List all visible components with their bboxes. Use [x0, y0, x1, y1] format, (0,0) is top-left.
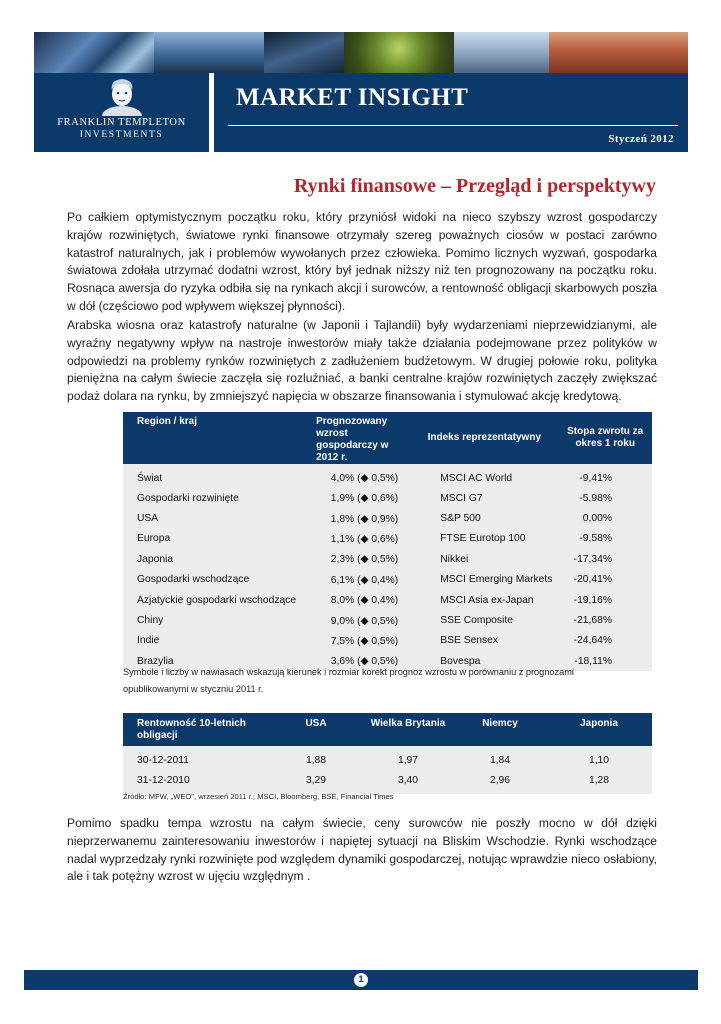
index-cell: FTSE Eurotop 100	[410, 529, 558, 549]
table-row	[123, 590, 652, 610]
return-cell: -20,41%	[558, 570, 652, 590]
column-header: Wielka Brytania	[362, 713, 454, 746]
column-header: Region / kraj	[123, 412, 302, 464]
return-cell: -9,58%	[558, 529, 652, 549]
table-row	[123, 464, 652, 488]
banner-photo	[549, 32, 688, 73]
index-cell: BSE Sensex	[410, 631, 558, 651]
table-row	[123, 610, 652, 630]
column-header: Indeks reprezentatywny	[410, 412, 558, 464]
table-row	[123, 488, 652, 508]
brand-logo	[34, 73, 209, 152]
publication-title: MARKET INSIGHT	[236, 84, 469, 111]
region-cell: Chiny	[123, 610, 302, 630]
banner-photo	[34, 32, 154, 73]
region-cell: Gospodarki rozwinięte	[123, 488, 302, 508]
forecast-cell: 1,1% (◆ 0,6%)	[302, 529, 410, 549]
region-cell: Indie	[123, 631, 302, 651]
banner-photo	[264, 32, 344, 73]
yield-cell: 1,28	[546, 770, 652, 794]
region-cell: Świat	[123, 464, 302, 488]
region-cell: USA	[123, 508, 302, 528]
return-cell: -19,16%	[558, 590, 652, 610]
column-header: Prognozowany wzrost gospodarczy w 2012 r.	[302, 412, 410, 464]
forecast-cell: 7,5% (◆ 0,5%)	[302, 631, 410, 651]
return-cell: -18,11%	[558, 651, 652, 671]
column-header: USA	[270, 713, 362, 746]
region-cell: Brazylia	[123, 651, 302, 671]
region-cell: Europa	[123, 529, 302, 549]
table-header-row	[123, 713, 652, 746]
forecast-cell: 1,9% (◆ 0,6%)	[302, 488, 410, 508]
column-header: Stopa zwrotu za okres 1 roku	[558, 412, 652, 464]
column-header: Japonia	[546, 713, 652, 746]
header-banner	[34, 32, 688, 152]
franklin-portrait-icon	[100, 76, 144, 116]
paragraph: Pomimo spadku tempa wzrostu na całym świecie, ceny surowców nie poszły mocno w dół dzięki nieprzerwanemu zainteresowaniu inwestorów i napiętej sytuacji na Bliskim Wschodzie. Rynki wschodzące nadal wyprzedzały rynki rozwinięte pod względem dynamiki gospodarczej, notując wprawdzie nieco osłabiony, ale i tak potężny wzrost w ujęciu względnym .	[67, 816, 657, 884]
index-cell: SSE Composite	[410, 610, 558, 630]
forecast-cell: 9,0% (◆ 0,5%)	[302, 610, 410, 630]
yield-cell: 3,40	[362, 770, 454, 794]
table-row	[123, 770, 652, 794]
yield-cell: 1,84	[454, 746, 546, 770]
region-cell: Azjatyckie gospodarki wschodzące	[123, 590, 302, 610]
return-cell: -9,41%	[558, 464, 652, 488]
banner-photo	[154, 32, 264, 73]
yield-cell: 3,29	[270, 770, 362, 794]
brand-sub: INVESTMENTS	[79, 130, 164, 140]
table-row	[123, 746, 652, 770]
table-row	[123, 570, 652, 590]
table-row	[123, 508, 652, 528]
table-row	[123, 529, 652, 549]
yield-cell: 1,10	[546, 746, 652, 770]
date-cell: 30-12-2011	[123, 746, 270, 770]
table-row	[123, 631, 652, 651]
page-number: 1	[354, 973, 368, 987]
index-cell: S&P 500	[410, 508, 558, 528]
date-cell: 31-12-2010	[123, 770, 270, 794]
forecast-cell: 4,0% (◆ 0,5%)	[302, 464, 410, 488]
photo-strip	[34, 32, 688, 73]
region-cell: Gospodarki wschodzące	[123, 570, 302, 590]
return-cell: -24,64%	[558, 631, 652, 651]
bond-yield-table	[123, 713, 652, 794]
yield-cell: 1,88	[270, 746, 362, 770]
index-cell: MSCI Emerging Markets	[410, 570, 558, 590]
return-cell: -21,68%	[558, 610, 652, 630]
issue-date: Styczeń 2012	[608, 133, 674, 145]
forecast-cell: 8,0% (◆ 0,4%)	[302, 590, 410, 610]
footer-bar	[24, 970, 698, 990]
yield-cell: 2,96	[454, 770, 546, 794]
return-cell: -17,34%	[558, 549, 652, 569]
region-cell: Japonia	[123, 549, 302, 569]
column-header: Niemcy	[454, 713, 546, 746]
return-cell: -5,98%	[558, 488, 652, 508]
brand-name: FRANKLIN TEMPLETON	[57, 117, 186, 128]
column-header: Rentowność 10-letnich obligacji	[123, 713, 270, 746]
title-panel	[214, 73, 688, 152]
index-cell: MSCI G7	[410, 488, 558, 508]
paragraph: Arabska wiosna oraz katastrofy naturalne (w Japonii i Tajlandii) były wydarzeniami nieprzewidzianymi, ale wyraźny negatywny wpływ na nastroje inwestorów miały także działania podejmowane przez polityków w odpowiedzi na problemy rynków rozwiniętych z zadłużeniem budżetowym. W drugiej połowie roku, polityka pieniężna na całym świecie zaczęła się rozluźniać, a banki centralne krajów rozwiniętych zaczęły zwiększać podaż dolara na rynku, by zmniejszyć napięcia w obszarze finansowania i stymulować akcję kredytową.	[67, 318, 657, 404]
table-row	[123, 549, 652, 569]
return-cell: 0,00%	[558, 508, 652, 528]
forecast-cell: 1,8% (◆ 0,9%)	[302, 508, 410, 528]
banner-photo	[454, 32, 549, 73]
article-headline: Rynki finansowe – Przegląd i perspektywy	[293, 175, 656, 197]
forecast-cell: 6,1% (◆ 0,4%)	[302, 570, 410, 590]
index-cell: MSCI AC World	[410, 464, 558, 488]
divider	[228, 125, 678, 126]
index-cell: Nikkei	[410, 549, 558, 569]
growth-forecast-table	[123, 412, 652, 671]
paragraph: Po całkiem optymistycznym początku roku, który przyniósł widoki na nieco szybszy wzrost gospodarczy krajów rozwiniętych, światowe rynki finansowe otrzymały szereg poważnych ciosów w postaci zarówno katastrof naturalnych, jak i problemów wywołanych przez człowieka. Pomimo licznych wyzwań, gospodarka światowa zdołała utrzymać dodatni wzrost, który był jednak niższy niż ten prognozowany na początku roku. Rosnąca awersja do ryzyka odbiła się na rynkach akcji i surowców, a rentowność obligacji skarbowych poszła w dół (częściowo pod wpływem większej płynności).	[67, 210, 657, 313]
index-cell: MSCI Asia ex-Japan	[410, 590, 558, 610]
table-note: Symbole i liczby w nawiasach wskazują kierunek i rozmiar korekt prognoz wzrostu w porównaniu z prognozami opublikowanymi w styczniu 2011 r.	[123, 667, 574, 694]
forecast-cell: 2,3% (◆ 0,5%)	[302, 549, 410, 569]
table-header-row	[123, 412, 652, 464]
source-note: Źródło: MFW, „WEO", wrzesień 2011 r.; MSCI, Bloomberg, BSE, Financial Times	[123, 792, 394, 801]
index-cell: Bovespa	[410, 651, 558, 671]
banner-photo	[344, 32, 454, 73]
yield-cell: 1,97	[362, 746, 454, 770]
forecast-cell: 3,6% (◆ 0,5%)	[302, 651, 410, 671]
